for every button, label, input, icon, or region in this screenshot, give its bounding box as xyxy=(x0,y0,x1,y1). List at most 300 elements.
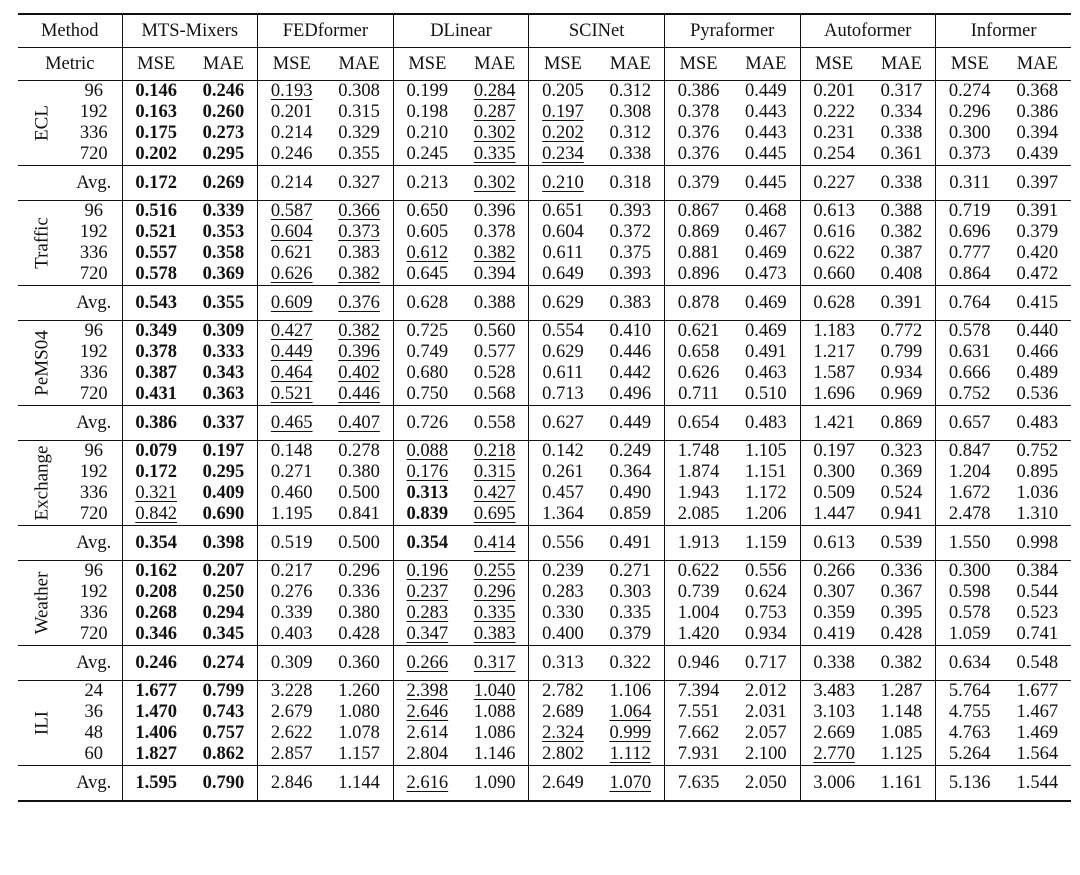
metric-header: MAE xyxy=(190,48,258,81)
value-text: 0.367 xyxy=(880,582,923,602)
table-row xyxy=(18,201,1071,223)
value-text: 0.739 xyxy=(677,582,720,602)
value-cell xyxy=(190,603,258,624)
value-cell xyxy=(461,321,529,343)
value-text: 2.324 xyxy=(542,723,584,743)
avg-value-cell xyxy=(597,766,665,802)
value-text: 0.613 xyxy=(813,201,855,221)
value-cell xyxy=(325,81,393,103)
value-text: 1.470 xyxy=(135,702,177,722)
value-cell xyxy=(461,462,529,483)
value-text: 0.741 xyxy=(1016,624,1059,644)
value-text: 0.521 xyxy=(135,222,177,242)
avg-value-text: 0.274 xyxy=(202,652,245,673)
horizon-cell: 96 xyxy=(66,441,122,463)
value-cell xyxy=(597,102,665,123)
value-text: 1.260 xyxy=(338,681,380,701)
value-text: 0.749 xyxy=(406,342,449,362)
value-text: 1.080 xyxy=(338,702,380,722)
value-cell xyxy=(122,222,190,243)
avg-value-cell xyxy=(529,646,597,681)
value-cell xyxy=(258,264,326,286)
avg-value-text: 0.878 xyxy=(677,292,720,313)
value-cell xyxy=(800,144,868,166)
value-text: 0.283 xyxy=(406,603,449,623)
value-cell xyxy=(664,243,732,264)
avg-value-text: 0.654 xyxy=(677,412,720,433)
value-cell xyxy=(936,744,1004,766)
value-cell xyxy=(732,603,800,624)
value-cell xyxy=(529,102,597,123)
value-text: 0.568 xyxy=(473,384,516,404)
value-text: 4.755 xyxy=(948,702,991,722)
avg-value-cell xyxy=(393,406,461,441)
value-cell xyxy=(461,102,529,123)
value-cell xyxy=(393,201,461,223)
value-text: 0.752 xyxy=(1016,441,1059,461)
value-cell xyxy=(868,384,936,406)
horizon-cell: 96 xyxy=(66,201,122,223)
value-cell xyxy=(393,561,461,583)
value-cell xyxy=(461,144,529,166)
value-text: 0.556 xyxy=(745,561,787,581)
value-cell xyxy=(800,102,868,123)
value-cell xyxy=(461,702,529,723)
value-cell xyxy=(868,123,936,144)
value-text: 0.239 xyxy=(542,561,584,581)
avg-value-cell xyxy=(258,286,326,321)
table-row xyxy=(18,681,1071,703)
value-cell xyxy=(1003,504,1071,526)
value-cell xyxy=(664,504,732,526)
value-text: 1.157 xyxy=(338,744,380,764)
dataset-label xyxy=(18,81,66,166)
value-text: 2.802 xyxy=(542,744,584,764)
avg-value-text: 2.846 xyxy=(270,772,313,793)
horizon-cell: 336 xyxy=(66,603,122,624)
value-cell xyxy=(190,144,258,166)
avg-value-cell xyxy=(122,406,190,441)
metric-header: MSE xyxy=(393,48,461,81)
value-cell xyxy=(664,441,732,463)
table-row xyxy=(18,384,1071,406)
value-text: 0.408 xyxy=(880,264,923,284)
value-text: 0.378 xyxy=(135,342,177,362)
value-cell xyxy=(1003,342,1071,363)
value-cell xyxy=(258,603,326,624)
value-text: 1.183 xyxy=(813,321,855,341)
value-cell xyxy=(868,504,936,526)
value-cell xyxy=(732,504,800,526)
value-cell xyxy=(393,81,461,103)
value-text: 1.125 xyxy=(880,744,923,764)
table-row xyxy=(18,702,1071,723)
value-text: 2.012 xyxy=(745,681,787,701)
avg-label: Avg. xyxy=(66,406,122,441)
avg-value-cell xyxy=(936,286,1004,321)
value-text: 1.106 xyxy=(609,681,652,701)
horizon-cell: 336 xyxy=(66,483,122,504)
value-text: 0.196 xyxy=(406,561,449,581)
value-text: 0.500 xyxy=(338,483,380,503)
value-text: 0.446 xyxy=(338,384,380,404)
value-cell xyxy=(258,582,326,603)
value-text: 1.148 xyxy=(880,702,923,722)
value-cell xyxy=(258,561,326,583)
avg-value-text: 0.213 xyxy=(406,172,449,193)
value-cell xyxy=(190,264,258,286)
value-cell xyxy=(936,123,1004,144)
value-cell xyxy=(800,744,868,766)
value-cell xyxy=(1003,222,1071,243)
value-text: 2.669 xyxy=(813,723,855,743)
value-cell xyxy=(597,342,665,363)
value-text: 0.645 xyxy=(406,264,449,284)
value-cell xyxy=(122,462,190,483)
avg-value-text: 0.449 xyxy=(609,412,652,433)
value-text: 0.859 xyxy=(609,504,652,524)
value-text: 0.300 xyxy=(813,462,855,482)
value-cell xyxy=(122,441,190,463)
avg-value-text: 0.398 xyxy=(202,532,245,553)
avg-value-cell xyxy=(868,646,936,681)
value-cell xyxy=(325,222,393,243)
avg-value-text: 0.172 xyxy=(135,172,177,193)
value-cell xyxy=(800,681,868,703)
value-text: 0.680 xyxy=(406,363,449,383)
value-cell xyxy=(325,561,393,583)
value-text: 0.260 xyxy=(202,102,245,122)
value-text: 0.557 xyxy=(135,243,177,263)
avg-value-cell xyxy=(597,526,665,561)
value-cell xyxy=(800,363,868,384)
value-text: 0.934 xyxy=(745,624,787,644)
value-text: 0.358 xyxy=(202,243,245,263)
value-cell xyxy=(597,144,665,166)
value-cell xyxy=(325,702,393,723)
avg-value-cell xyxy=(936,646,1004,681)
average-row xyxy=(18,526,1071,561)
avg-value-text: 0.338 xyxy=(813,652,855,673)
avg-value-text: 0.386 xyxy=(135,412,177,433)
table-row xyxy=(18,504,1071,526)
value-cell xyxy=(936,102,1004,123)
value-cell xyxy=(597,624,665,646)
avg-value-cell xyxy=(597,646,665,681)
value-text: 0.605 xyxy=(406,222,449,242)
metric-header: MSE xyxy=(258,48,326,81)
avg-value-cell xyxy=(800,286,868,321)
value-cell xyxy=(190,582,258,603)
horizon-cell: 36 xyxy=(66,702,122,723)
value-text: 0.544 xyxy=(1016,582,1059,602)
value-cell xyxy=(664,144,732,166)
avg-value-cell xyxy=(936,166,1004,201)
dataset-label xyxy=(18,681,66,766)
value-text: 0.443 xyxy=(745,123,787,143)
value-cell xyxy=(190,321,258,343)
table-row xyxy=(18,144,1071,166)
value-cell xyxy=(936,723,1004,744)
value-cell xyxy=(258,483,326,504)
value-text: 0.713 xyxy=(542,384,584,404)
value-text: 0.376 xyxy=(677,144,720,164)
value-text: 0.428 xyxy=(338,624,380,644)
value-cell xyxy=(258,123,326,144)
avg-value-text: 0.414 xyxy=(473,532,516,553)
value-cell xyxy=(190,243,258,264)
value-cell xyxy=(1003,624,1071,646)
avg-value-cell xyxy=(868,286,936,321)
value-text: 0.757 xyxy=(202,723,245,743)
value-cell xyxy=(325,624,393,646)
value-text: 0.378 xyxy=(473,222,516,242)
value-cell xyxy=(1003,561,1071,583)
blank-cell xyxy=(18,166,66,201)
value-text: 2.857 xyxy=(270,744,313,764)
value-cell xyxy=(936,462,1004,483)
value-text: 1.036 xyxy=(1016,483,1059,503)
avg-value-text: 0.318 xyxy=(609,172,652,193)
table-row xyxy=(18,582,1071,603)
value-text: 0.273 xyxy=(202,123,245,143)
value-text: 0.621 xyxy=(270,243,313,263)
value-text: 0.578 xyxy=(948,321,991,341)
avg-value-cell xyxy=(936,766,1004,802)
value-cell xyxy=(664,102,732,123)
value-text: 0.521 xyxy=(270,384,313,404)
value-text: 0.523 xyxy=(1016,603,1059,623)
value-text: 0.148 xyxy=(270,441,313,461)
value-cell xyxy=(122,582,190,603)
avg-value-text: 0.558 xyxy=(473,412,516,433)
value-text: 0.622 xyxy=(677,561,720,581)
value-text: 0.312 xyxy=(609,123,652,143)
value-cell xyxy=(664,342,732,363)
value-cell xyxy=(393,102,461,123)
value-text: 0.231 xyxy=(813,123,855,143)
avg-value-cell xyxy=(122,286,190,321)
value-cell xyxy=(122,504,190,526)
avg-value-cell xyxy=(732,286,800,321)
value-text: 0.375 xyxy=(609,243,652,263)
avg-value-text: 0.543 xyxy=(135,292,177,313)
horizon-cell: 720 xyxy=(66,384,122,406)
value-cell xyxy=(325,441,393,463)
value-cell xyxy=(529,744,597,766)
value-cell xyxy=(597,264,665,286)
value-text: 0.719 xyxy=(948,201,991,221)
value-cell xyxy=(1003,744,1071,766)
value-cell xyxy=(732,363,800,384)
value-cell xyxy=(597,681,665,703)
value-text: 0.373 xyxy=(338,222,380,242)
value-text: 0.660 xyxy=(813,264,855,284)
value-text: 0.604 xyxy=(270,222,313,242)
value-text: 0.361 xyxy=(880,144,923,164)
value-cell xyxy=(732,201,800,223)
value-text: 0.598 xyxy=(948,582,991,602)
value-cell xyxy=(1003,702,1071,723)
value-cell xyxy=(732,222,800,243)
value-text: 0.202 xyxy=(542,123,584,143)
value-cell xyxy=(664,384,732,406)
avg-value-cell xyxy=(190,646,258,681)
avg-value-cell xyxy=(732,166,800,201)
value-cell xyxy=(732,702,800,723)
avg-value-cell xyxy=(325,166,393,201)
value-text: 0.317 xyxy=(880,81,923,101)
avg-value-cell xyxy=(1003,766,1071,802)
avg-value-cell xyxy=(258,526,326,561)
avg-value-text: 0.354 xyxy=(406,532,449,553)
horizon-cell: 192 xyxy=(66,462,122,483)
horizon-cell: 192 xyxy=(66,222,122,243)
value-cell xyxy=(393,603,461,624)
value-cell xyxy=(393,384,461,406)
value-cell xyxy=(664,201,732,223)
value-cell xyxy=(732,81,800,103)
value-cell xyxy=(122,81,190,103)
value-text: 0.690 xyxy=(202,504,245,524)
value-cell xyxy=(258,81,326,103)
value-text: 0.449 xyxy=(745,81,787,101)
avg-value-text: 1.421 xyxy=(813,412,855,433)
value-cell xyxy=(529,201,597,223)
avg-value-text: 0.500 xyxy=(338,532,380,553)
value-cell xyxy=(461,243,529,264)
value-text: 7.662 xyxy=(677,723,720,743)
horizon-cell: 24 xyxy=(66,681,122,703)
value-cell xyxy=(258,744,326,766)
value-cell xyxy=(325,201,393,223)
value-cell xyxy=(664,81,732,103)
value-text: 0.234 xyxy=(542,144,584,164)
value-text: 0.491 xyxy=(745,342,787,362)
value-cell xyxy=(1003,321,1071,343)
value-text: 1.172 xyxy=(745,483,787,503)
value-text: 0.969 xyxy=(880,384,923,404)
value-text: 0.400 xyxy=(542,624,584,644)
table-row xyxy=(18,363,1071,384)
value-cell xyxy=(1003,243,1071,264)
value-cell xyxy=(936,222,1004,243)
avg-value-text: 0.539 xyxy=(880,532,923,553)
avg-label: Avg. xyxy=(66,166,122,201)
value-text: 0.536 xyxy=(1016,384,1059,404)
value-cell xyxy=(461,201,529,223)
avg-value-cell xyxy=(325,406,393,441)
value-cell xyxy=(664,624,732,646)
value-text: 1.364 xyxy=(542,504,584,524)
method-header: MTS-Mixers xyxy=(122,14,258,48)
value-cell xyxy=(732,582,800,603)
value-text: 0.384 xyxy=(1016,561,1059,581)
avg-value-cell xyxy=(529,166,597,201)
avg-value-text: 3.006 xyxy=(813,772,855,793)
value-cell xyxy=(1003,603,1071,624)
avg-value-cell xyxy=(325,646,393,681)
value-text: 0.611 xyxy=(542,363,584,383)
value-text: 1.420 xyxy=(677,624,720,644)
value-text: 1.677 xyxy=(1016,681,1059,701)
value-cell xyxy=(258,342,326,363)
value-cell xyxy=(1003,201,1071,223)
value-cell xyxy=(258,681,326,703)
value-text: 0.387 xyxy=(880,243,923,263)
value-text: 0.622 xyxy=(813,243,855,263)
avg-value-text: 0.491 xyxy=(609,532,652,553)
value-text: 1.204 xyxy=(948,462,991,482)
value-cell xyxy=(936,201,1004,223)
value-text: 0.197 xyxy=(202,441,245,461)
avg-value-cell xyxy=(936,406,1004,441)
value-cell xyxy=(732,264,800,286)
value-cell xyxy=(800,441,868,463)
avg-value-text: 0.407 xyxy=(338,412,380,433)
value-text: 0.472 xyxy=(1016,264,1059,284)
value-text: 0.312 xyxy=(609,81,652,101)
value-cell xyxy=(258,243,326,264)
value-cell xyxy=(393,243,461,264)
value-text: 0.695 xyxy=(473,504,516,524)
value-text: 0.315 xyxy=(473,462,516,482)
value-cell xyxy=(529,243,597,264)
value-text: 0.353 xyxy=(202,222,245,242)
avg-value-text: 0.628 xyxy=(813,292,855,313)
value-cell xyxy=(190,483,258,504)
value-text: 0.466 xyxy=(1016,342,1059,362)
horizon-cell: 336 xyxy=(66,243,122,264)
value-text: 0.333 xyxy=(202,342,245,362)
value-cell xyxy=(732,462,800,483)
avg-value-text: 0.634 xyxy=(948,652,991,673)
value-text: 0.088 xyxy=(406,441,449,461)
avg-value-text: 0.548 xyxy=(1016,652,1059,673)
value-text: 0.355 xyxy=(338,144,380,164)
value-text: 0.611 xyxy=(542,243,584,263)
value-text: 0.210 xyxy=(406,123,449,143)
avg-value-text: 1.913 xyxy=(677,532,720,553)
value-text: 0.335 xyxy=(473,144,516,164)
value-text: 0.307 xyxy=(813,582,855,602)
value-text: 2.646 xyxy=(406,702,449,722)
method-header-row xyxy=(18,14,1071,48)
value-cell xyxy=(1003,441,1071,463)
value-text: 0.696 xyxy=(948,222,991,242)
value-text: 0.334 xyxy=(880,102,923,122)
avg-value-cell xyxy=(461,646,529,681)
value-text: 0.403 xyxy=(270,624,313,644)
average-row xyxy=(18,766,1071,802)
value-text: 0.359 xyxy=(813,603,855,623)
value-cell xyxy=(529,363,597,384)
metric-header: MSE xyxy=(936,48,1004,81)
value-cell xyxy=(325,744,393,766)
value-text: 0.208 xyxy=(135,582,177,602)
value-cell xyxy=(258,144,326,166)
method-header: FEDformer xyxy=(258,14,394,48)
value-text: 3.483 xyxy=(813,681,855,701)
value-cell xyxy=(936,702,1004,723)
value-cell xyxy=(461,123,529,144)
value-cell xyxy=(1003,462,1071,483)
table-row xyxy=(18,81,1071,103)
value-text: 0.841 xyxy=(338,504,380,524)
value-cell xyxy=(1003,363,1071,384)
table-row xyxy=(18,123,1071,144)
value-text: 0.363 xyxy=(202,384,245,404)
